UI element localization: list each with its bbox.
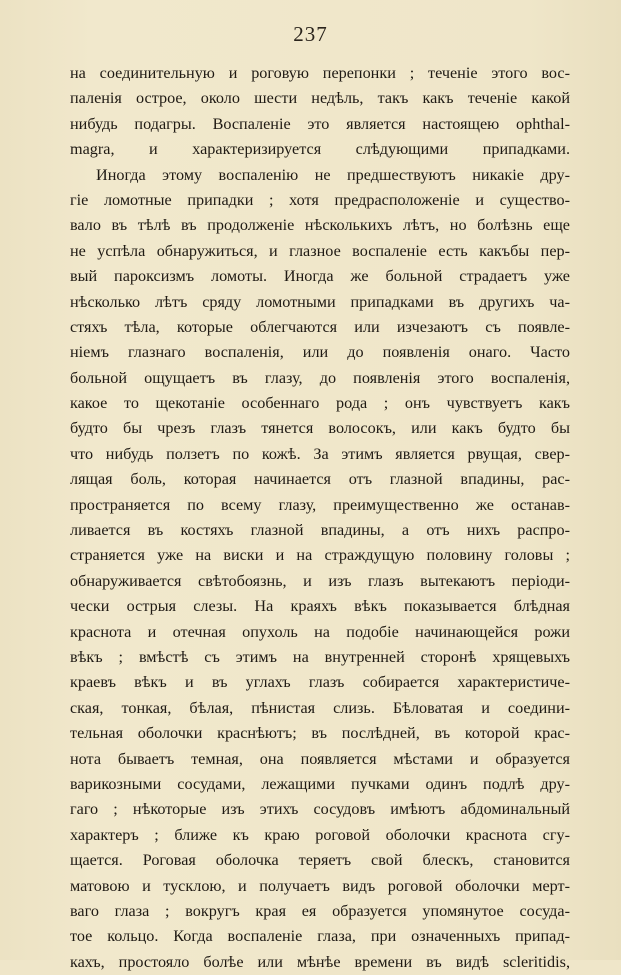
text-line: стяхъ тѣла, которые облегчаются или изчезаютъ съ появле- [70,317,570,336]
text-line: варикозными сосудами, лежащими пучками одинъ подлѣ дру- [70,774,570,793]
text-line: нѣсколько лѣтъ сряду ломотными припадками въ другихъ ча- [70,292,570,311]
text-line: ваго глаза ; вокругъ края ея образуется упомянутое сосуда- [70,901,570,920]
text-line: на соединительную и роговую перепонки ; теченіе этого вос- [70,64,570,82]
text-line: матовою и тусклою, и получаетъ видъ роговой оболочки мерт- [70,876,570,895]
text-line: что нибудь ползетъ по кожѣ. За этимъ является рвущая, свер- [70,444,570,463]
text-line: страняется уже на виски и на страждущую половину головы ; [70,546,570,565]
text-line: паленія острое, около шести недѣль, такъ какъ теченіе какой [70,89,570,108]
text-line: какое то щекотаніе особеннаго рода ; онъ чувствуетъ какъ [70,394,570,413]
text-line: больной ощущаетъ въ глазу, до появленія этого воспаленія, [70,368,570,387]
text-line: тельная оболочки краснѣютъ; въ послѣдней, въ которой крас- [70,724,570,743]
text-line: magra, и характеризируется слѣдующими припадками. [70,140,570,159]
text-line: краснота и отечная опухоль на подобіе начинающейся рожи [70,622,570,641]
text-line: щается. Роговая оболочка теряетъ свой блескъ, становится [70,851,570,870]
text-line: характеръ ; ближе къ краю роговой оболочки краснота сгу- [70,825,570,844]
page-number: 237 [293,22,328,46]
text-line: будто бы чрезъ глазъ тянется волосокъ, или какъ будто бы [70,419,570,438]
text-line: лящая боль, которая начинается отъ глазной впадины, рас- [70,470,570,489]
text-line: ливается въ костяхъ глазной впадины, а отъ нихъ распро- [70,521,570,540]
text-line: вый пароксизмъ ломоты. Иногда же больной страдаетъ уже [70,267,570,286]
text-line: не успѣла обнаружиться, и глазное воспаленіе есть какъбы пер- [70,241,570,260]
text-line: пространяется по всему глазу, преимущественно же останав- [70,495,570,514]
text-line: Иногда этому воспаленію не предшествуютъ никакіе дру- [96,165,570,184]
text-line: нибудь подагры. Воспаленіе это является настоящею ophthal- [70,114,570,133]
text-line: гаго ; нѣкоторые изъ этихъ сосудовъ имѣютъ абдоминальный [70,800,570,819]
text-line: вѣкъ ; вмѣстѣ съ этимъ на внутренней сторонѣ хрящевыхъ [70,647,570,666]
text-line: гіе ломотные припадки ; хотя предрасположеніе и существо- [70,190,570,209]
text-line: ніемъ глазнаго воспаленія, или до появленія онаго. Часто [70,343,570,362]
text-line: краевъ вѣкъ и въ углахъ глазъ собирается характеристиче- [70,673,570,692]
text-line: чески острыя слезы. На краяхъ вѣкъ показывается блѣдная [70,597,570,616]
body-text [70,61,570,975]
text-line: тое кольцо. Когда воспаленіе глаза, при означенныхъ припад- [70,927,570,946]
text-line: вало въ тѣлѣ въ продолженіе нѣсколькихъ лѣтъ, но болѣзнь еще [70,216,570,235]
text-line: кахъ, простояло болѣе или мѣнѣе времени въ видѣ scleritidis, [70,952,570,971]
text-line: нота бываетъ темная, она появляется мѣстами и образуется [70,749,570,768]
text-line: ская, тонкая, бѣлая, пѣнистая слизь. Бѣловатая и соедини- [70,698,570,717]
text-line: обнаруживается свѣтобоязнь, и изъ глазъ вытекаютъ періоди- [70,571,570,590]
